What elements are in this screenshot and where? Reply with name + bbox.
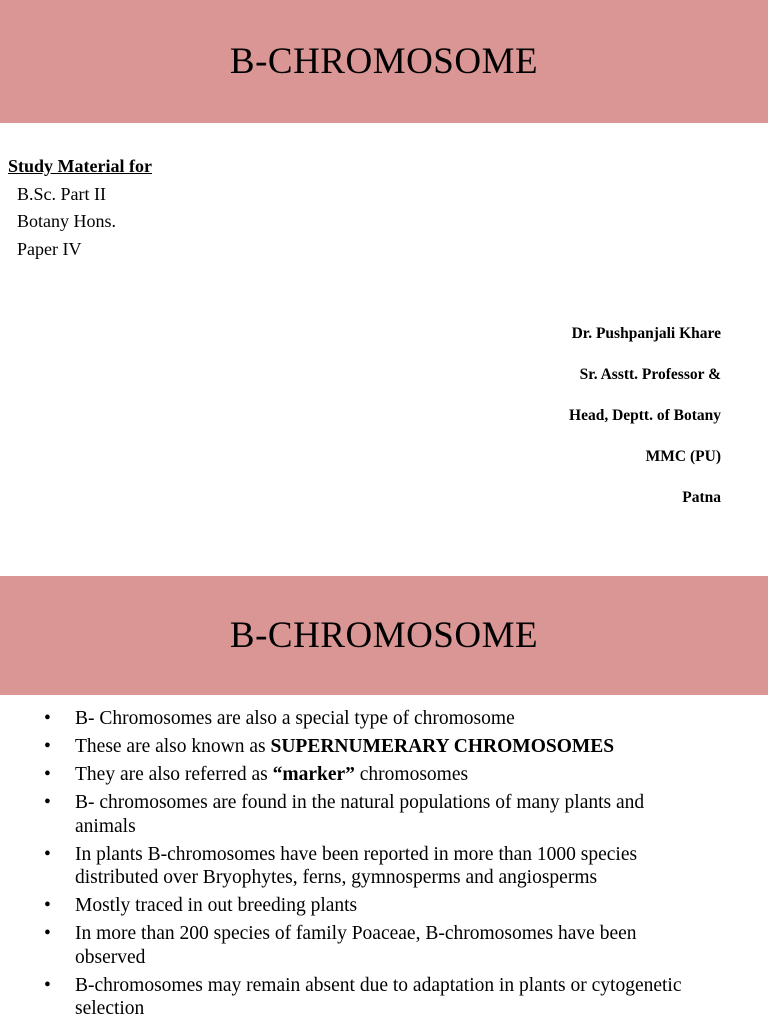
bullet-list xyxy=(0,707,768,1024)
slide-title: B-CHROMOSOME xyxy=(229,41,539,82)
author-name: Dr. Pushpanjali Khare xyxy=(571,325,721,342)
study-material-block xyxy=(8,153,152,263)
bullet-icon: • xyxy=(44,736,51,757)
bullet-text: In plants B-chromosomes have been reported in more than 1000 species distributed over Bryophytes, ferns, gymnosperms and angiosperms xyxy=(75,843,638,888)
title-banner xyxy=(0,0,768,123)
author-block xyxy=(569,322,721,527)
bullet-item xyxy=(0,974,768,1021)
bullet-item xyxy=(0,763,768,787)
bullet-text: Mostly traced in out breeding plants xyxy=(75,895,358,916)
bullet-text: B- Chromosomes are also a special type of chromosome xyxy=(75,708,515,729)
bullet-icon: • xyxy=(44,764,51,785)
bullet-text: They are also referred as xyxy=(75,764,273,785)
bullet-text: These are also known as xyxy=(75,736,271,757)
bullet-icon: • xyxy=(44,708,51,729)
slide-2 xyxy=(0,576,768,1024)
bullet-bold-text: “marker” xyxy=(272,764,355,785)
title-banner xyxy=(0,576,768,695)
author-institution: MMC (PU) xyxy=(645,448,721,465)
bullet-item xyxy=(0,922,768,969)
bullet-item xyxy=(0,791,768,838)
slide-title: B-CHROMOSOME xyxy=(229,615,539,656)
bullet-text: B-chromosomes may remain absent due to adaptation in plants or cytogenetic selection xyxy=(75,974,682,1019)
bullet-text: In more than 200 species of family Poaceae, B-chromosomes have been observed xyxy=(75,923,637,968)
bullet-text: B- chromosomes are found in the natural populations of many plants and animals xyxy=(75,792,645,837)
course-line: B.Sc. Part II xyxy=(17,183,106,204)
bullet-text: chromosomes xyxy=(354,764,469,785)
bullet-item xyxy=(0,894,768,918)
bullet-icon: • xyxy=(44,843,51,865)
bullet-item xyxy=(0,707,768,731)
author-department: Head, Deptt. of Botany xyxy=(569,407,721,424)
bullet-icon: • xyxy=(44,923,51,944)
author-city: Patna xyxy=(682,489,721,506)
bullet-bold-text: SUPERNUMERARY CHROMOSOMES xyxy=(270,736,615,757)
author-designation: Sr. Asstt. Professor & xyxy=(579,366,721,383)
subject-line: Botany Hons. xyxy=(17,211,116,231)
study-material-heading: Study Material for xyxy=(8,156,152,176)
bullet-item xyxy=(0,843,768,890)
bullet-item xyxy=(0,735,768,759)
bullet-icon: • xyxy=(44,895,51,916)
paper-line: Paper IV xyxy=(17,238,82,259)
bullet-icon: • xyxy=(44,792,51,813)
bullet-icon: • xyxy=(44,974,51,996)
